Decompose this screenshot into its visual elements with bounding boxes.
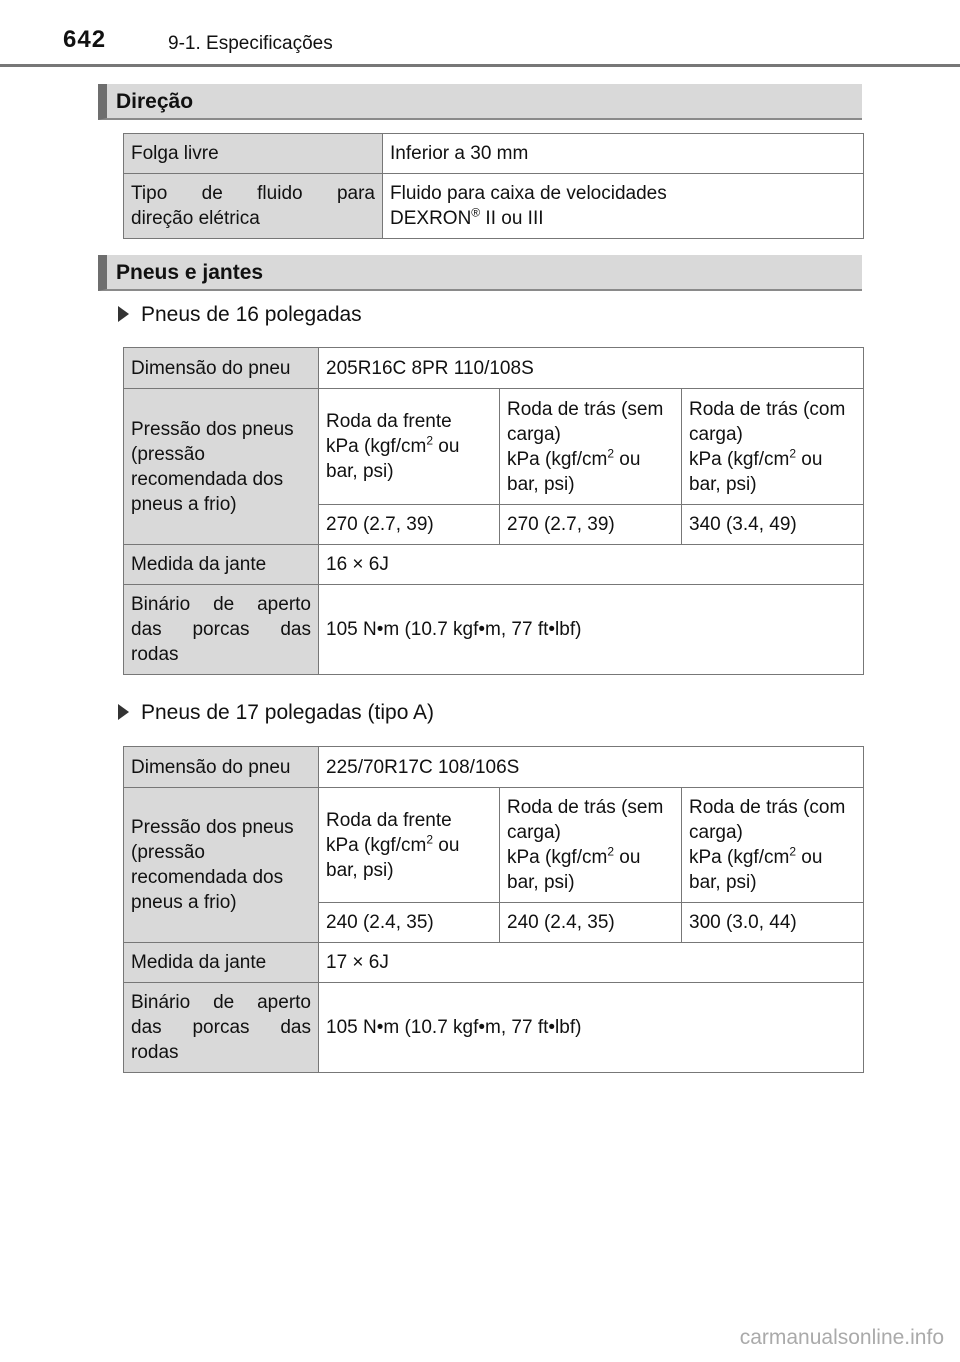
fluid-label-word: de (201, 183, 223, 204)
steering-table (123, 133, 864, 239)
page-number: 642 (63, 26, 107, 53)
free-play-label: Folga livre (124, 134, 383, 174)
rear-empty-pressure-value: 240 (2.4, 35) (500, 903, 682, 943)
unit-superscript: 2 (789, 844, 796, 859)
rear-empty-header (500, 389, 682, 505)
unit-text: kPa (kgf/cm (689, 448, 790, 470)
free-play-value: Inferior a 30 mm (383, 134, 864, 174)
torque-value: 105 N•m (10.7 kgf•m, 77 ft•lbf) (319, 983, 864, 1073)
front-wheel-header (319, 389, 500, 505)
torque-value: 105 N•m (10.7 kgf•m, 77 ft•lbf) (319, 585, 864, 675)
unit-superscript: 2 (789, 446, 796, 461)
table-row (124, 348, 864, 389)
unit-text: kPa (kgf/cm (689, 847, 790, 868)
fluid-type-label-line1 (131, 181, 375, 206)
triangle-bullet-icon (118, 704, 129, 720)
chapter-title: 9-1. Especificações (168, 33, 333, 54)
rear-loaded-title: Roda de trás (com carga) (689, 398, 846, 445)
triangle-bullet-icon (118, 306, 129, 322)
rear-loaded-header (682, 788, 864, 903)
tyre-size-value: 225/70R17C 108/106S (319, 747, 864, 788)
front-unit (326, 833, 492, 883)
torque-label: Binário de aperto das porcas das rodas (124, 983, 319, 1073)
table-row (124, 389, 864, 505)
unit-superscript: 2 (426, 433, 433, 448)
unit-text: kPa (kgf/cm (326, 834, 427, 856)
tyre-size-label: Dimensão do pneu (124, 747, 319, 788)
fluid-label-word: fluido (257, 183, 303, 204)
table-row (124, 545, 864, 585)
rear-loaded-unit (689, 447, 856, 497)
rear-empty-pressure-value: 270 (2.7, 39) (500, 505, 682, 545)
front-pressure-value: 240 (2.4, 35) (319, 903, 500, 943)
fluid-type-value-line2 (390, 206, 856, 231)
table-row (124, 983, 864, 1073)
rim-size-value: 17 × 6J (319, 943, 864, 983)
rear-loaded-unit (689, 845, 856, 895)
dexron-grade: II ou III (480, 208, 544, 229)
fluid-type-value-line1: Fluido para caixa de velocidades (390, 183, 667, 204)
subtitle-17in (118, 701, 434, 725)
table-row (124, 134, 864, 174)
section-tyres-title: Pneus e jantes (116, 261, 264, 284)
section-steering-title: Direção (116, 90, 194, 113)
rear-empty-title: Roda de trás (sem carga) (507, 398, 664, 445)
fluid-label-word: para (336, 183, 375, 204)
rear-loaded-header (682, 389, 864, 505)
unit-text-end: ou bar, psi) (326, 834, 460, 881)
tyre-table-17in (123, 746, 864, 1073)
table-row (124, 174, 864, 239)
rim-size-value: 16 × 6J (319, 545, 864, 585)
section-tyres-header (98, 255, 862, 291)
fluid-label-word: Tipo (131, 183, 168, 204)
rear-empty-unit (507, 845, 674, 895)
fluid-type-label (124, 174, 383, 239)
unit-text: kPa (kgf/cm (326, 436, 427, 457)
unit-text: kPa (kgf/cm (507, 847, 608, 868)
rear-empty-header (500, 788, 682, 903)
rear-loaded-pressure-value: 300 (3.0, 44) (682, 903, 864, 943)
registered-mark: ® (471, 205, 481, 220)
unit-text-end: ou bar, psi) (689, 847, 823, 893)
unit-text-end: ou bar, psi) (507, 847, 641, 893)
front-wheel-title: Roda da frente (326, 411, 452, 432)
unit-superscript: 2 (607, 446, 614, 461)
front-wheel-title: Roda da frente (326, 809, 452, 831)
unit-superscript: 2 (426, 832, 433, 847)
rim-size-label: Medida da jante (124, 545, 319, 585)
unit-superscript: 2 (607, 844, 614, 859)
pressure-label: Pressão dos pneus (pressão recomendada dos pneus a frio) (124, 788, 319, 943)
table-row (124, 943, 864, 983)
unit-text-end: ou bar, psi) (326, 436, 460, 482)
front-pressure-value: 270 (2.7, 39) (319, 505, 500, 545)
rim-size-label: Medida da jante (124, 943, 319, 983)
pressure-label: Pressão dos pneus (pressão recomendada dos pneus a frio) (124, 389, 319, 545)
rear-empty-title: Roda de trás (sem carga) (507, 797, 664, 843)
fluid-type-value (383, 174, 864, 239)
subtitle-16in-text: Pneus de 16 polegadas (141, 303, 362, 326)
subtitle-16in (118, 303, 362, 327)
table-row (124, 788, 864, 903)
rear-loaded-title: Roda de trás (com carga) (689, 797, 846, 843)
fluid-type-label-line2: direção elétrica (131, 208, 260, 229)
section-steering-header (98, 84, 862, 120)
subtitle-17in-text: Pneus de 17 polegadas (tipo A) (141, 701, 435, 724)
watermark: carmanualsonline.info (739, 1326, 944, 1349)
rear-loaded-pressure-value: 340 (3.4, 49) (682, 505, 864, 545)
tyre-size-label: Dimensão do pneu (124, 348, 319, 389)
tyre-size-value: 205R16C 8PR 110/108S (319, 348, 864, 389)
front-wheel-header (319, 788, 500, 903)
dexron-text: DEXRON (390, 208, 472, 229)
unit-text: kPa (kgf/cm (507, 448, 608, 470)
unit-text-end: ou bar, psi) (507, 448, 641, 495)
header-rule (0, 64, 960, 67)
unit-text-end: ou bar, psi) (689, 448, 823, 495)
table-row (124, 585, 864, 675)
table-row (124, 747, 864, 788)
tyre-table-16in (123, 347, 864, 675)
torque-label: Binário de aperto das porcas das rodas (124, 585, 319, 675)
rear-empty-unit (507, 447, 674, 497)
front-unit (326, 434, 492, 484)
